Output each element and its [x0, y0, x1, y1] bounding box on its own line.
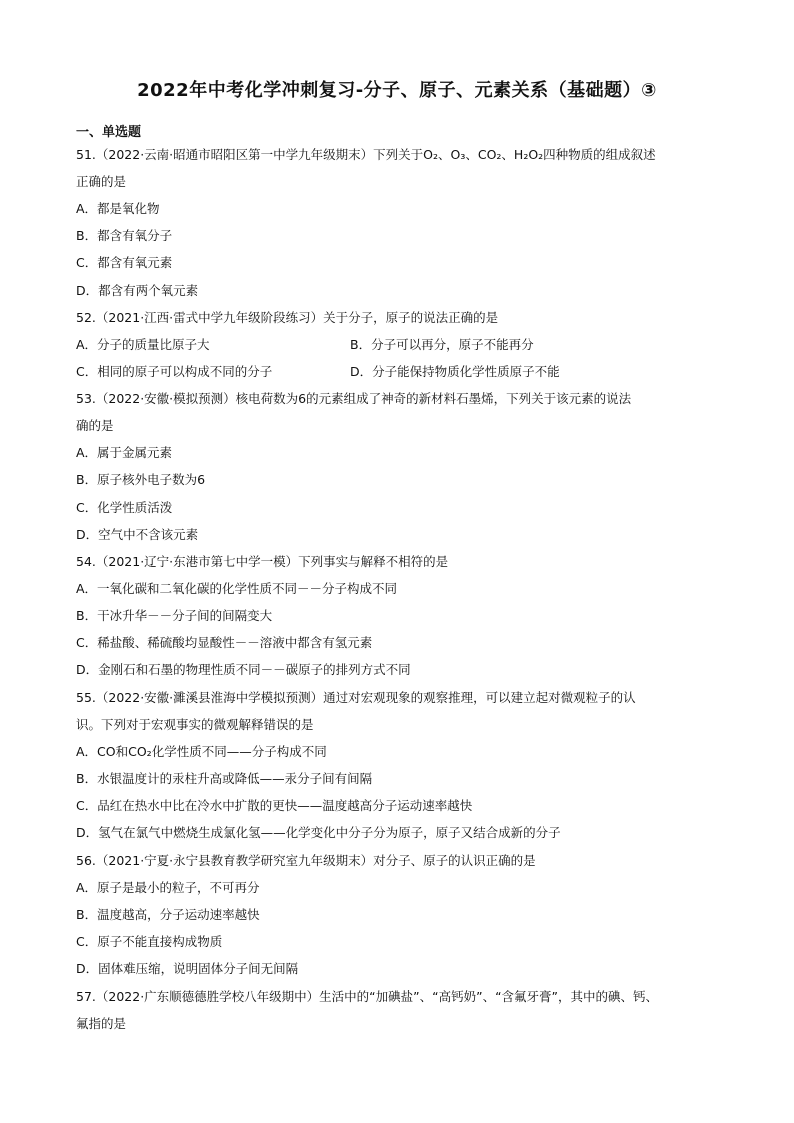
text-line: 56.（2021·宁夏·永宁县教育教学研究室九年级期末）对分子、原子的认识正确的是	[76, 853, 536, 868]
text-line: 识。下列对于宏观事实的微观解释错误的是	[76, 717, 314, 732]
text-line: B．干冰升华－－分子间的间隔变大	[76, 608, 273, 623]
text-line: 氟指的是	[76, 1016, 127, 1031]
text-line: D．分子能保持物质化学性质原子不能	[350, 364, 560, 379]
text-line: A．属于金属元素	[76, 445, 173, 460]
text-line: D．金刚石和石墨的物理性质不同－－碳原子的排列方式不同	[76, 662, 411, 677]
text-line: 57.（2022·广东顺德德胜学校八年级期中）生活中的“加碘盐”、“高钙奶”、“含氟牙膏”，其中的碘、钙、	[76, 989, 659, 1004]
text-line: B．水银温度计的汞柱升高或降低——汞分子间有间隔	[76, 771, 373, 786]
text-line: D．氢气在氯气中燃烧生成氯化氢——化学变化中分子分为原子，原子又结合成新的分子	[76, 825, 561, 840]
text-line: 51.（2022·云南·昭通市昭阳区第一中学九年级期末）下列关于O₂、O₃、CO₂、H₂O₂四种物质的组成叙述	[76, 147, 656, 162]
text-line: B．分子可以再分，原子不能再分	[350, 337, 534, 352]
text-line: A．原子是最小的粒子，不可再分	[76, 880, 260, 895]
text-line: C．品红在热水中比在冷水中扩散的更快——温度越高分子运动速率越快	[76, 798, 473, 813]
text-line: 正确的是	[76, 174, 127, 189]
text-line: C．化学性质活泼	[76, 500, 173, 515]
text-line: B．原子核外电子数为6	[76, 472, 206, 487]
section-heading: 一、单选题	[76, 125, 142, 140]
text-line: D．都含有两个氧元素	[76, 283, 199, 298]
text-line: D．空气中不含该元素	[76, 527, 199, 542]
page-title: 2022年中考化学冲刺复习-分子、原子、元素关系（基础题）③	[137, 80, 657, 101]
text-line: 确的是	[76, 418, 114, 433]
text-line: C．相同的原子可以构成不同的分子	[76, 364, 273, 379]
text-line: D．固体难压缩，说明固体分子间无间隔	[76, 961, 299, 976]
text-line: 52.（2021·江西·雷式中学九年级阶段练习）关于分子，原子的说法正确的是	[76, 310, 499, 325]
text-line: A．一氧化碳和二氧化碳的化学性质不同－－分子构成不同	[76, 581, 398, 596]
text-line: C．稀盐酸、稀硫酸均显酸性－－溶液中都含有氢元素	[76, 635, 373, 650]
text-line: 53.（2022·安徽·模拟预测）核电荷数为6的元素组成了神奇的新材料石墨烯，下列关于该元素的说法	[76, 391, 632, 406]
text-line: A．分子的质量比原子大	[76, 337, 210, 352]
text-line: C．原子不能直接构成物质	[76, 934, 223, 949]
text-line: B．温度越高，分子运动速率越快	[76, 907, 260, 922]
text-line: 55.（2022·安徽·濉溪县淮海中学模拟预测）通过对宏观现象的观察推理，可以建立起对微观粒子的认	[76, 690, 636, 705]
text-line: 54.（2021·辽宁·东港市第七中学一模）下列事实与解释不相符的是	[76, 554, 449, 569]
text-line: A．都是氧化物	[76, 201, 160, 216]
text-line: C．都含有氧元素	[76, 255, 173, 270]
text-line: B．都含有氧分子	[76, 228, 173, 243]
text-line: A．CO和CO₂化学性质不同——分子构成不同	[76, 744, 327, 759]
